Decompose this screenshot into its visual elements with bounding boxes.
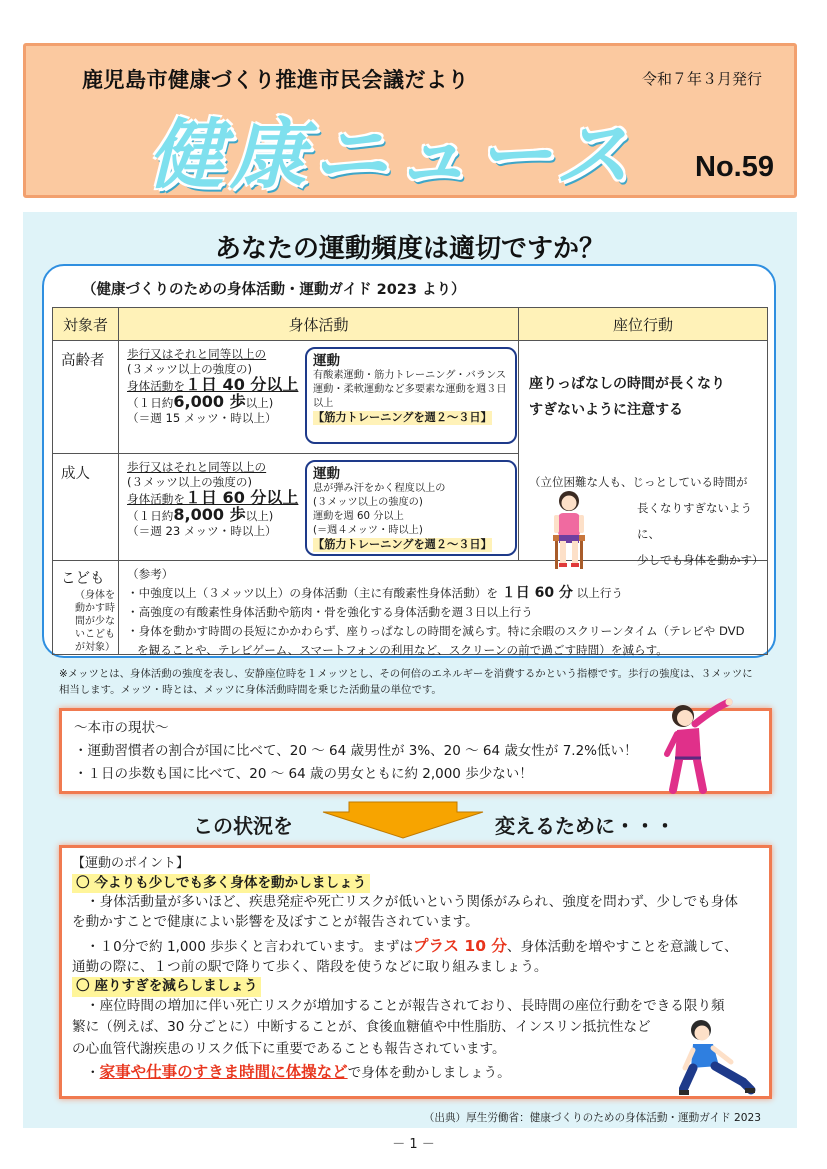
kids-ref-3: ・身体を動かす時間の長短にかかわらず、座りっぱなしの時間を減らす。特に余暇のスクリーンタイム（テレビや DVD — [127, 624, 745, 638]
guide-caption: （健康づくりのための身体活動・運動ガイド 2023 より） — [82, 282, 466, 298]
kids-label-cell — [53, 561, 119, 655]
adult-exercise-line-3: 運動を週 60 分以上 — [313, 511, 404, 522]
elderly-line-1: 歩行又はそれと同等以上の — [127, 347, 267, 361]
elderly-strength-training: 【筋力トレーニングを週２～３日】 — [313, 411, 492, 424]
newsletter-title: 健康ニュース — [148, 110, 637, 199]
points-para-3a: ・座位時間の増加に伴い死亡リスクが増加することが報告されており、長時間の座位行動をできる限り頻 — [86, 997, 725, 1014]
exercise-points-box — [59, 845, 772, 1099]
stretching-man-illustration — [679, 1018, 757, 1096]
kids-ref-title: （参考） — [127, 567, 174, 581]
seated-girl-illustration — [547, 489, 591, 571]
kids-label: こども — [61, 571, 105, 587]
kids-reference-cell — [119, 561, 768, 655]
kids-ref-2: ・高強度の有酸素性身体活動や筋肉・骨を強化する身体活動を週３日以上行う — [127, 605, 533, 619]
points-para-1b: を動かすことで健康によい影響を及ぼすことが報告されています。 — [72, 913, 479, 930]
kids-ref-1: ・中強度以上（３メッツ以上）の身体活動（主に有酸素性身体活動）を １日 60 分 以上行う — [127, 585, 624, 601]
adult-exercise-line-2: (３メッツ以上の強度の) — [313, 497, 423, 508]
elderly-line-2: (３メッツ以上の強度の) — [127, 362, 252, 376]
table-row-elderly — [53, 341, 768, 454]
issue-date: 令和７年３月発行 — [641, 70, 762, 88]
elderly-line-5: （＝週 15 メッツ・時以上） — [127, 411, 277, 425]
elderly-exercise-line-3: 以上 — [313, 398, 334, 409]
guide-box — [42, 264, 776, 658]
down-arrow-icon — [319, 800, 487, 840]
adult-exercise-box — [305, 460, 517, 556]
header-activity: 身体活動 — [119, 308, 519, 341]
points-para-3b: 繁に（例えば、30 分ごとに）中断することが、食後血糖値や中性脂肪、インスリン抵抗性など — [72, 1019, 651, 1035]
kids-reference — [127, 565, 767, 660]
main-panel — [23, 212, 797, 1128]
points-heading-2: 〇 座りすぎを減らしましょう — [72, 977, 261, 997]
guide-table — [52, 307, 768, 655]
table-row-kids — [53, 561, 768, 655]
sitting-sub: （立位困難な人も、じっとしている時間が 長くなりすぎないように、 少しでも身体を動かす） — [529, 475, 764, 567]
issue-number: No.59 — [695, 151, 774, 183]
page-number: － 1 － — [392, 1137, 435, 1152]
points-para-4: ・家事や仕事のすきま時間に体操などで身体を動かしましょう。 — [86, 1063, 511, 1081]
elderly-line-3: 身体活動を１日 40 分以上 — [127, 375, 299, 394]
elderly-exercise-line-1: 有酸素運動・筋力トレーニング・バランス — [313, 370, 507, 381]
mets-footnote: ※メッツとは、身体活動の強度を表し、安静座位時を１メッツとし、その何倍のエネルギーを消費するかという指標です。歩行の強度は、３メッツに 相当します。メッツ・時とは、メッツに身体活動時間を乗じた活動量の単位です。 — [59, 668, 753, 696]
kids-note: （身体を動かす時間が少ないこどもが対象） — [75, 590, 115, 653]
organization-name: 鹿児島市健康づくり推進市民会議だより — [82, 68, 469, 92]
elderly-exercise-title: 運動 — [313, 353, 340, 369]
bridge-text-right: 変えるために・・・ — [495, 814, 675, 838]
elderly-exercise-line-2: 運動・柔軟運動など多要素な運動を週３日 — [313, 384, 507, 395]
status-item-1: ・運動習慣者の割合が国に比べて、20 ～ 64 歳男性が 3%、20 ～ 64 歳女性が 7.2%低い！ — [74, 743, 638, 759]
adult-strength-training: 【筋力トレーニングを週２～３日】 — [313, 538, 492, 551]
header-target: 対象者 — [53, 308, 119, 341]
elderly-activity-text — [127, 347, 298, 426]
adult-line-4: （１日約8,000 歩以上) — [127, 505, 274, 524]
bridge-text-left: この状況を — [193, 814, 293, 838]
adult-line-1: 歩行又はそれと同等以上の — [127, 460, 267, 474]
adult-line-5: （＝週 23 メッツ・時以上） — [127, 524, 277, 538]
adult-label: 成人 — [53, 454, 119, 561]
adult-line-3: 身体活動を１日 60 分以上 — [127, 488, 299, 507]
source-citation: （出典）厚生労働省：健康づくりのための身体活動・運動ガイド 2023 — [423, 1112, 761, 1124]
page-title: あなたの運動頻度は適切ですか？ — [214, 234, 605, 264]
elderly-activity-cell — [119, 341, 519, 454]
kids-ref-4: を観ることや、テレビゲーム、スマートフォンの利用など、スクリーンの前で過ごす時間）を減らす。 — [137, 643, 668, 657]
elderly-label: 高齢者 — [53, 341, 119, 454]
adult-exercise-line-4: (＝週４メッツ・時以上) — [313, 525, 423, 536]
points-para-2a: ・１0分で約 1,000 歩歩くと言われています。まずはプラス 10 分、身体活動を増やすことを意識して、 — [86, 937, 738, 955]
newsletter-header — [23, 43, 797, 198]
header-sitting: 座位行動 — [519, 308, 768, 341]
sitting-cell — [519, 341, 768, 567]
points-heading-1: 〇 今よりも少しでも多く身体を動かしましょう — [72, 874, 370, 894]
adult-exercise-line-1: 息が弾み汗をかく程度以上の — [313, 483, 446, 494]
points-para-3c: の心血管代謝疾患のリスク低下に重要であることも報告されています。 — [72, 1040, 506, 1057]
adult-activity-text — [127, 460, 298, 539]
points-title: 【運動のポイント】 — [72, 856, 190, 871]
points-para-1a: ・身体活動量が多いほど、疾患発症や死亡リスクが低いという関係がみられ、強度を問わず、少しでも身体 — [86, 894, 738, 910]
status-title: ～本市の現状～ — [74, 720, 169, 736]
sitting-main: 座りっぱなしの時間が長くなり すぎないように注意する — [529, 376, 725, 418]
stretching-woman-illustration — [655, 698, 733, 794]
status-item-2: ・１日の歩数も国に比べて、20 ～ 64 歳の男女ともに約 2,000 歩少ない！ — [74, 766, 533, 782]
adult-exercise-title: 運動 — [313, 466, 340, 482]
elderly-line-4: （１日約6,000 歩以上) — [127, 392, 274, 411]
adult-activity-cell — [119, 454, 519, 561]
adult-line-2: (３メッツ以上の強度の) — [127, 475, 252, 489]
points-para-2b: 通勤の際に、１つ前の駅で降りて歩く、階段を使うなどに取り組みましょう。 — [72, 958, 548, 975]
elderly-exercise-box — [305, 347, 517, 444]
